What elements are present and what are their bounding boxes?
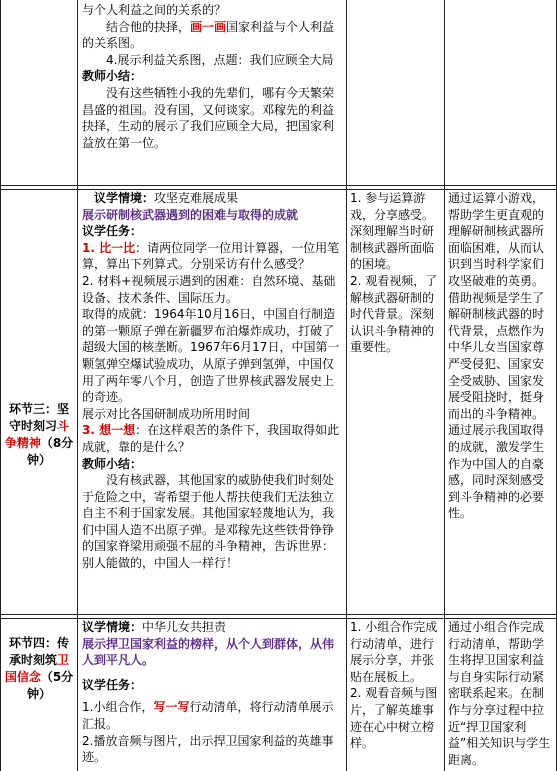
- row2-activity-cell: [82, 619, 342, 771]
- row1-summary: 没有核武器，其他国家的威胁使我们时刻处于危险之中，寄希望于他人帮扶使我们无法独立自主不利于国家发展。其他国家轻蔑地认为，我们中国人造不出原子弹。是邓稼先这些铁骨铮铮的国家脊梁用顽强不屈的斗争精神，吿诉世界：别人能做的，中国人一样行！: [82, 473, 335, 571]
- row0-line: 4.展示利益关系图，点题：我们应顾全大局: [106, 52, 334, 67]
- row2-subtitle: 展示捍卫国家利益的榜样，从个人到群体，从伟人到平凡人。: [82, 636, 335, 668]
- row0-line: 与个人利益之间的关系的？: [82, 3, 227, 17]
- stage-three-red: 斗争精神: [4, 419, 70, 450]
- grid-line: [0, 0, 1, 771]
- row0-text: 国家利益与个人利益的关系图。: [82, 19, 335, 51]
- row0-line: [82, 19, 342, 52]
- stage-three-label: [4, 401, 74, 469]
- row0-highlight: 画一画: [190, 19, 227, 34]
- row1-topic-label: 议学情境：: [94, 191, 155, 205]
- row1-task-1: [82, 240, 342, 273]
- stage-four-post: （5分钟）: [26, 670, 74, 701]
- row1-intent-cell: 通过运算小游戏，帮助学生更直观的理解研制核武器所面临困难，从而认识到当时科学家们攻坚破难的英勇。 借助视频是学生了解研制核武器的时代背景，点燃作为中华儿女当国家尊严受侵犯、国家安全受威胁、国家发展受阻挠时，挺身而出的斗争精神。 通过展示我国取得的成就，激发学生作为中国人的自豪感，同时深刻感受到斗争精神的必要性。: [448, 191, 545, 521]
- row1-task-2: 2. 材料+视频展示遇到的困难：自然环境、基础设备、技术条件、国际压力。: [82, 273, 336, 305]
- row1-subtitle: 展示研制核武器遇到的困难与取得的成就: [82, 207, 299, 222]
- row2-task-1: [82, 699, 342, 732]
- row1-task-label: 议学任务：: [82, 224, 143, 239]
- row1-student-cell: 1. 参与运算游戏，分享感受。深刻理解当时研制核武器所面临的困境。 2. 观看视频，了解核武器研制的时代背景。深刻认识斗争精神的重要性。: [350, 191, 438, 355]
- row1-task-3: 取得的成就：1964年10月16日，中国自行制造的第一颗原子弹在新疆罗布泊爆炸成功，打破了超级大国的核垄断。1967年6月17日，中国第一颗氢弹空爆试验成功，从原子弹到氢弹，中国仅用了两年零八个月，创造了世界核武器发展史上的奇迹。: [82, 307, 340, 405]
- row1-topic: 攻坚克难展成果: [154, 191, 239, 205]
- row1-t5-num: 3.: [82, 423, 100, 438]
- stage-four-pre: 环节四：传承时刻筑: [8, 636, 69, 667]
- row2-task-2: 2.播放音频与图片，出示捍卫国家利益的英雄事迹。: [82, 733, 334, 765]
- row1-topic-line: [82, 190, 342, 207]
- row0-text: 结合他的抉择，: [106, 19, 191, 34]
- row2-t1-highlight: 写一写: [153, 700, 190, 715]
- stage-three-pre: 环节三：坚守时刻习: [8, 402, 69, 433]
- row2-t1-text: 行动清单，将行动清单展示汇报。: [82, 700, 334, 731]
- stage-three-post: （8分钟）: [26, 436, 74, 467]
- row0-summary: 没有这些牺牲小我的先辈们，哪有今天繁荣昌盛的祖国。没有国，又何谈家。邓稼先的利益抉择，生动的展示了我们应顾全大局，把国家利益放在第一位。: [82, 85, 335, 150]
- stage-four-red: 卫国信念: [4, 653, 70, 684]
- row2-intent-cell: 通过小组合作完成行动清单，帮助学生将捍卫国家利益与自身实际行动紧密联系起来。在制作与分享过程中拉近“捍卫国家利益”相关知识与学生距离。: [448, 620, 551, 767]
- row0-activity-cell: [82, 2, 342, 184]
- row2-topic: 中华儿女共担责: [142, 620, 227, 634]
- row2-t1-pre: 1.小组合作，: [82, 700, 154, 715]
- grid-line: [444, 0, 445, 771]
- grid-line: [77, 0, 78, 771]
- row1-activity-cell: [82, 190, 342, 613]
- grid-line: [0, 185, 557, 186]
- row2-task-label: 议学任务：: [82, 677, 143, 692]
- row2-topic-label: 议学情境：: [82, 620, 143, 634]
- grid-line: [0, 614, 557, 615]
- row2-student-cell: 1. 小组合作完成行动清单，进行展示分享，并张贴在展板上。 2. 观看音频与图片，了解英雄事迹在心中树立榜样。: [350, 620, 438, 751]
- row0-summary-label: 教师小结：: [82, 69, 143, 84]
- row1-t5-highlight: 想一想: [99, 423, 136, 438]
- row2-topic-line: [82, 619, 342, 636]
- row1-t1-num: 1.: [82, 240, 100, 255]
- row1-task-5: [82, 422, 342, 455]
- grid-line: [346, 0, 347, 771]
- row1-task-4: 展示对比各国研制成功所用时间: [82, 406, 251, 421]
- row1-summary-label: 教师小结：: [82, 456, 143, 471]
- row1-t1-text: ：请两位同学一位用计算器，一位用笔算，算出下列算式。分别采访有什么感受？: [82, 240, 340, 272]
- stage-four-label: [4, 635, 74, 703]
- row1-t5-text: ：在这样艰苦的条件下，我国取得如此成就，靠的是什么？: [82, 423, 340, 454]
- row1-t1-highlight: 比一比: [99, 240, 136, 255]
